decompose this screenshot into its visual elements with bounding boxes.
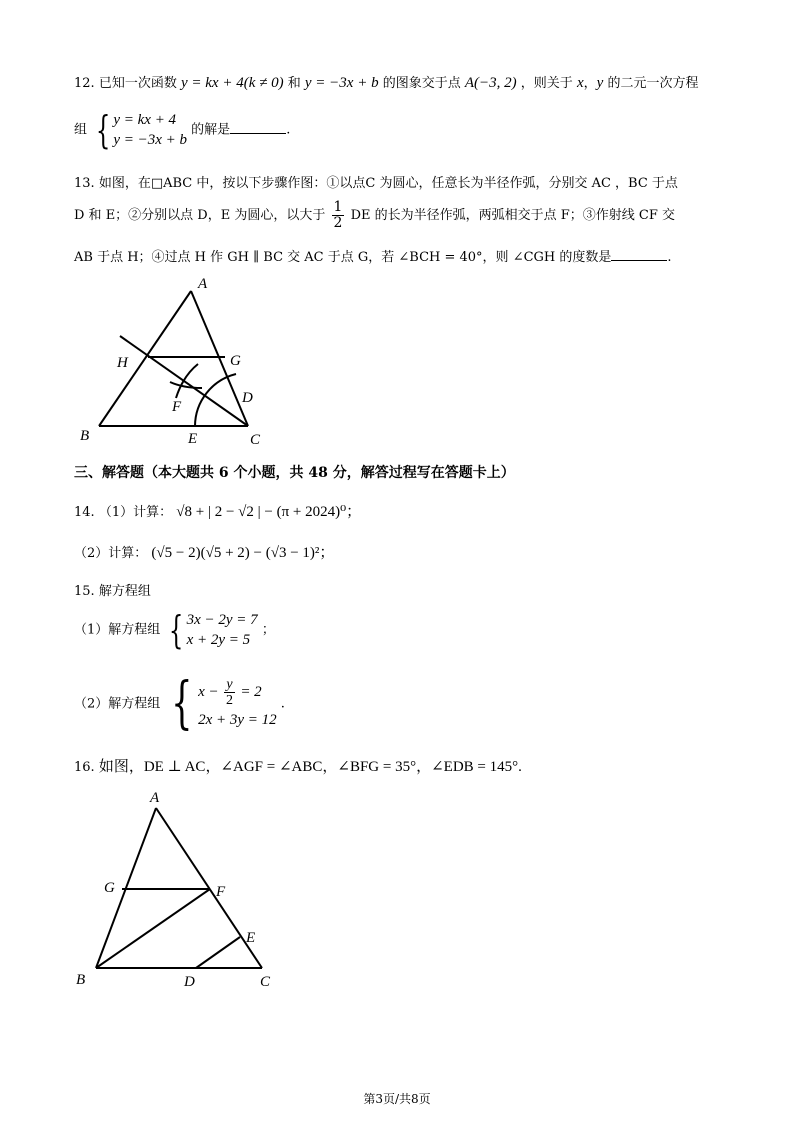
label-c: C (250, 432, 261, 448)
q14-part2: （2）计算： (√5 − 2)(√5 + 2) − (√3 − 1)²； (74, 545, 335, 561)
answer-blank (230, 121, 286, 134)
q15-part2: （2）解方程组 { x − $\frac{y}{2}$ = 2 2x + 3y = 12 . (74, 671, 285, 736)
q15-title: 15. 解方程组 (74, 584, 151, 599)
label-a: A (150, 790, 160, 806)
label-c: C (260, 974, 271, 990)
segment-bf (96, 889, 210, 968)
q16-number: 16. (74, 760, 95, 775)
label-g: G (104, 880, 115, 896)
q15-system-1: { 3x − 2y = 7 x + 2y = 5 (169, 608, 258, 652)
answer-blank (611, 248, 667, 261)
q13-line3: AB 于点 H；④过点 H 作 GH ∥ BC 交 AC 于点 G，若 ∠BCH = 40°，则 ∠CGH 的度数是 . (74, 250, 672, 265)
q15-system-2: { x − $\frac{y}{2}$ = 2 2x + 3y = 12 (171, 671, 277, 736)
label-g: G (230, 353, 241, 369)
page-number: 第3页/共8页 (363, 1092, 431, 1106)
label-h: H (117, 355, 128, 371)
label-b: B (76, 972, 86, 988)
label-b: B (80, 428, 90, 444)
q13-figure (70, 272, 280, 450)
q15-number: 15. (74, 584, 95, 599)
q12-function-1: y = kx + 4(k ≠ 0) (180, 75, 284, 91)
label-e: E (246, 930, 256, 946)
q13-line1: 13. 如图，在□ABC 中，按以下步骤作图：①以点C 为圆心，任意长为半径作弧，分别交 AC ，BC 于点 (74, 176, 678, 191)
q12-line2: 组 { y = kx + 4 y = −3x + b 的解是 . (74, 108, 291, 152)
section-heading: 三、解答题（本大题共 6 个小题，共 48 分，解答过程写在答题卡上） (74, 465, 515, 481)
q12-equation-system: { y = kx + 4 y = −3x + b (95, 108, 188, 152)
segment-de (196, 937, 240, 968)
q12-line1: 12. 已知一次函数 y = kx + 4(k ≠ 0) 和 y = −3x + b 的图象交于点 A(−3, 2) ，则关于 x，y 的二元一次方程 (74, 75, 699, 91)
q12-function-2: y = −3x + b (304, 75, 379, 91)
q16-figure (70, 786, 285, 994)
label-e: E (188, 431, 198, 447)
q14-expression-2: (√5 − 2)(√5 + 2) − (√3 − 1)²； (151, 545, 335, 561)
q12-number: 12. (74, 76, 95, 91)
label-d: D (242, 390, 253, 406)
label-a: A (198, 276, 208, 292)
q13-number: 13. (74, 176, 95, 191)
q14-expression-1: √8 + | 2 − √2 | − (π + 2024)⁰； (176, 504, 362, 520)
q14-number: 14. (74, 505, 95, 520)
q16-statement: 16. 如图，DE ⊥ AC，∠AGF = ∠ABC，∠BFG = 35°，∠EDB = 145°. (74, 759, 522, 775)
fraction-one-half: $\frac{1}{2}$ (333, 199, 343, 231)
label-f: F (216, 884, 226, 900)
arc-from-e (176, 364, 198, 398)
q14-part1: 14. （1）计算： √8 + | 2 − √2 | − (π + 2024)⁰； (74, 504, 362, 520)
label-d: D (184, 974, 195, 990)
q15-part1: （1）解方程组 { 3x − 2y = 7 x + 2y = 5 ； (74, 608, 275, 652)
fraction-y-over-2: $\frac{y}{2}$ (225, 676, 233, 708)
label-f: F (172, 399, 182, 415)
q13-line2: D 和 E；②分别以点 D，E 为圆心，以大于 $\frac{1}{2}$ DE 的长为半径作弧，两弧相交于点 F；③作射线 CF 交 (74, 199, 675, 231)
q12-intersection-point: A(−3, 2) (464, 75, 517, 91)
